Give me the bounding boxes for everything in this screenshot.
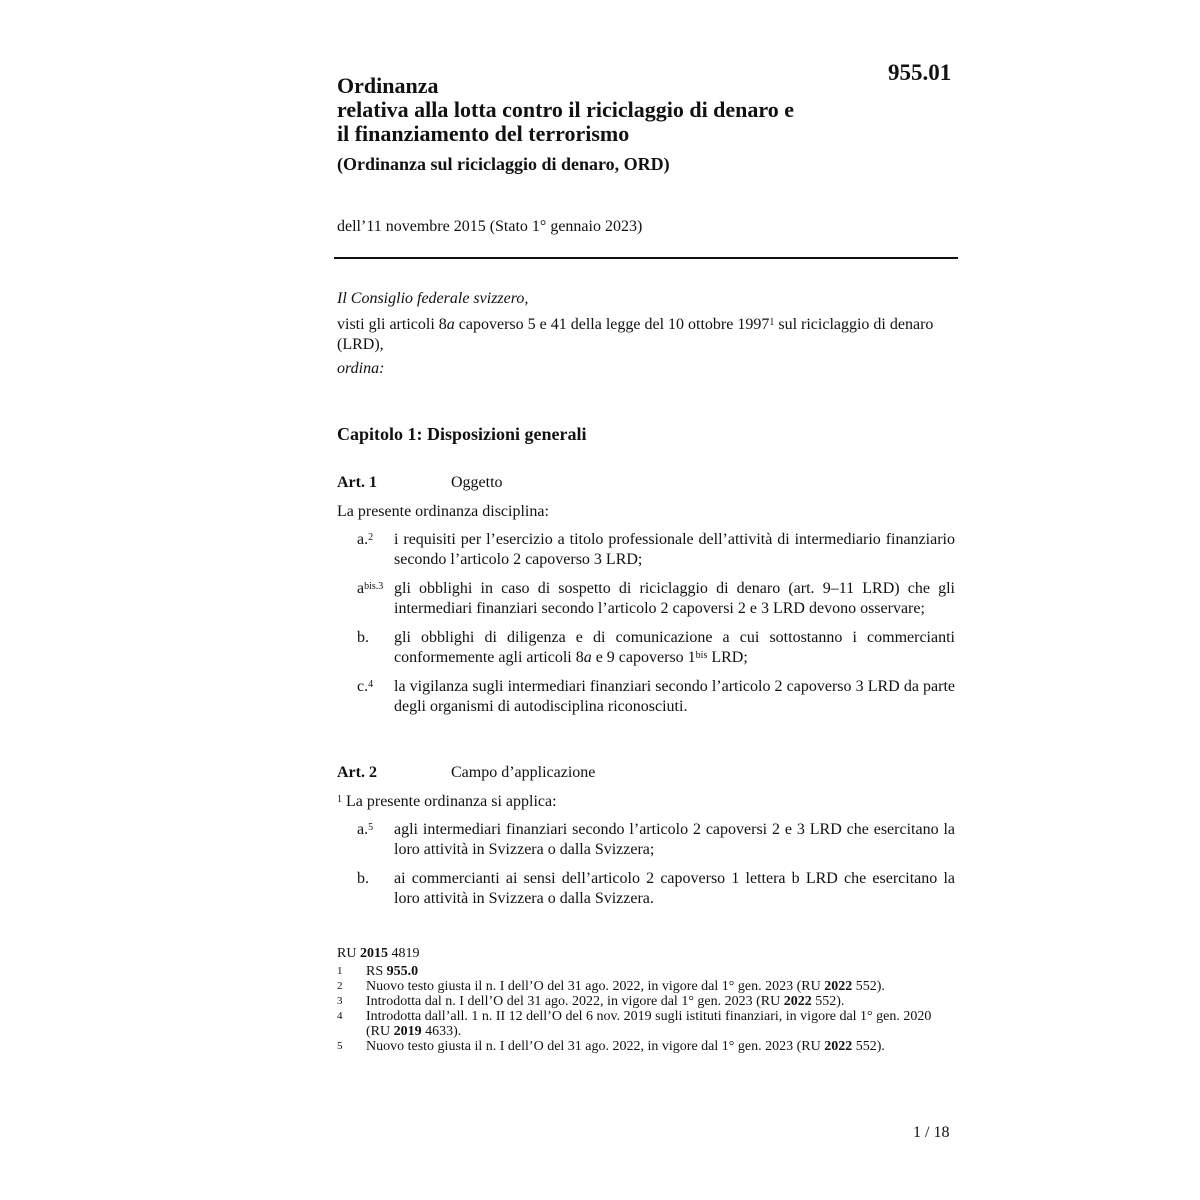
list-item: [337, 579, 955, 619]
list-item: [337, 869, 955, 909]
ru-prefix: RU: [337, 946, 360, 961]
item-text: [394, 629, 955, 666]
footnote-bold: 2022: [824, 1039, 853, 1054]
footnote-text: Introdotta dall’all. 1 n. II 12 dell’O del 6 nov. 2019 sugli istituti finanziari, in vigore dal 1° gen. 2020 (RU: [366, 1009, 932, 1039]
footnote: [337, 994, 937, 1009]
item-text-letter: a: [583, 649, 592, 666]
footnote-text: Nuovo testo giusta il n. I dell’O del 31 ago. 2022, in vigore dal 1° gen. 2023 (RU: [366, 979, 825, 994]
item-text-sup: bis: [695, 650, 708, 661]
ru-year: 2015: [359, 946, 388, 961]
title-line: Ordinanza: [337, 73, 439, 98]
item-label: [357, 530, 373, 550]
article-intro: [337, 792, 955, 812]
footnote-ref[interactable]: 4: [368, 679, 374, 690]
footnote-text: RS: [366, 964, 387, 979]
chapter-heading: Capitolo 1: Disposizioni generali: [337, 424, 587, 444]
article-number: Art. 1: [337, 474, 377, 491]
item-label-suffix: bis: [364, 581, 376, 592]
page-number: 1 / 18: [913, 1124, 950, 1141]
item-text: agli intermediari finanziari secondo l’articolo 2 capoversi 2 e 3 LRD che esercitano la loro attività in Svizzera o dalla Svizzera;: [394, 821, 955, 858]
sr-number: 955.01: [888, 60, 952, 85]
item-letter: a.: [357, 821, 369, 838]
visti-end: sul riciclaggio di denaro (LRD),: [337, 316, 934, 353]
subtitle: (Ordinanza sul riciclaggio di denaro, ORD): [337, 154, 670, 174]
item-text-end: LRD;: [707, 649, 748, 666]
title-line: relativa alla lotta contro il riciclaggio di denaro e: [337, 97, 795, 122]
list-item: [337, 628, 955, 668]
footnote: [337, 1039, 937, 1054]
footnote-bold: 2019: [393, 1024, 422, 1039]
article-intro-text: La presente ordinanza si applica:: [342, 793, 557, 810]
item-text: ai commercianti ai sensi dell’articolo 2 capoverso 1 lettera b LRD che esercitano la loro attività in Svizzera o dalla Svizzera.: [394, 870, 955, 907]
item-label: b.: [357, 629, 369, 646]
footnote-number: 5: [337, 1040, 343, 1052]
preamble-ordina: ordina:: [337, 360, 385, 377]
footnote-ref[interactable]: 5: [368, 822, 374, 833]
item-label: [357, 579, 383, 599]
item-letter: a: [357, 580, 365, 597]
footnote-ref[interactable]: 2: [368, 532, 374, 543]
footnote: [337, 964, 937, 979]
footnote: [337, 979, 937, 994]
footnote-text-end: 552).: [852, 979, 885, 994]
article-heading: [337, 763, 955, 783]
footnote-ref[interactable]: 1: [769, 317, 775, 328]
title-line: il finanziamento del terrorismo: [337, 121, 630, 146]
list-item: [337, 677, 955, 717]
footnote-number: 1: [337, 965, 343, 977]
article-title: Oggetto: [451, 474, 503, 491]
title-block: [337, 74, 897, 175]
footnote-text: Nuovo testo giusta il n. I dell’O del 31 ago. 2022, in vigore dal 1° gen. 2023 (RU: [366, 1039, 825, 1054]
item-text: i requisiti per l’esercizio a titolo professionale dell’attività di intermediario finanziario secondo l’articolo 2 capoverso 3 LRD;: [394, 531, 955, 568]
footnote-text-end: 552).: [811, 994, 845, 1009]
footnote: [337, 1009, 937, 1039]
footnote-bold: 2022: [824, 979, 853, 994]
article-items: [337, 820, 955, 909]
paragraph-number: 1: [337, 794, 342, 805]
article-intro: La presente ordinanza disciplina:: [337, 503, 549, 520]
item-text: gli obblighi in caso di sospetto di riciclaggio di denaro (art. 9–11 LRD) che gli intermediari finanziari secondo l’articolo 2 capoversi 2 e 3 LRD devono osservare;: [394, 580, 955, 617]
article-2: [337, 763, 955, 918]
footnote-ref[interactable]: .3: [375, 581, 384, 592]
date-status: dell’11 novembre 2015 (Stato 1° gennaio 2023): [337, 218, 643, 235]
item-text: la vigilanza sugli intermediari finanziari secondo l’articolo 2 capoverso 3 LRD da parte degli organismi di autodisciplina riconosciuti.: [394, 678, 955, 715]
article-number: Art. 2: [337, 764, 377, 781]
preamble-council: Il Consiglio federale svizzero,: [337, 290, 529, 307]
list-item: [337, 820, 955, 860]
item-letter: c.: [357, 678, 369, 695]
footnotes: [337, 946, 937, 1054]
footnote-number: 4: [337, 1010, 343, 1022]
footnote-text-end: 4633).: [421, 1024, 462, 1039]
item-label: [357, 677, 373, 697]
ru-page: 4819: [387, 946, 420, 961]
footnote-number: 2: [337, 980, 343, 992]
item-label: [357, 820, 373, 840]
footnote-text-end: 552).: [852, 1039, 885, 1054]
footnote-bold: 955.0: [386, 964, 419, 979]
article-1: [337, 473, 955, 726]
title-divider: [334, 257, 958, 259]
list-item: [337, 530, 955, 570]
item-label: b.: [357, 870, 369, 887]
item-letter: a.: [357, 531, 369, 548]
footnote-number: 3: [337, 995, 343, 1007]
visti-letter: a: [446, 316, 455, 333]
article-heading: [337, 473, 955, 493]
footnote-text: Introdotta dal n. I dell’O del 31 ago. 2022, in vigore dal 1° gen. 2023 (RU: [366, 994, 784, 1009]
item-text-mid: e 9 capoverso 1: [591, 649, 696, 666]
visti-start: visti gli articoli 8: [337, 316, 447, 333]
article-title: Campo d’applicazione: [451, 764, 596, 781]
visti-mid: capoverso 5 e 41 della legge del 10 ottobre 1997: [454, 316, 770, 333]
preamble: [337, 289, 955, 379]
article-items: [337, 530, 955, 717]
preamble-visti: [337, 315, 955, 355]
item-text-start: gli obblighi di diligenza e di comunicazione a cui sottostanno i commercianti conformemente agli articoli 8: [394, 629, 955, 666]
footnote-bold: 2022: [783, 994, 812, 1009]
ru-reference: [337, 946, 937, 961]
